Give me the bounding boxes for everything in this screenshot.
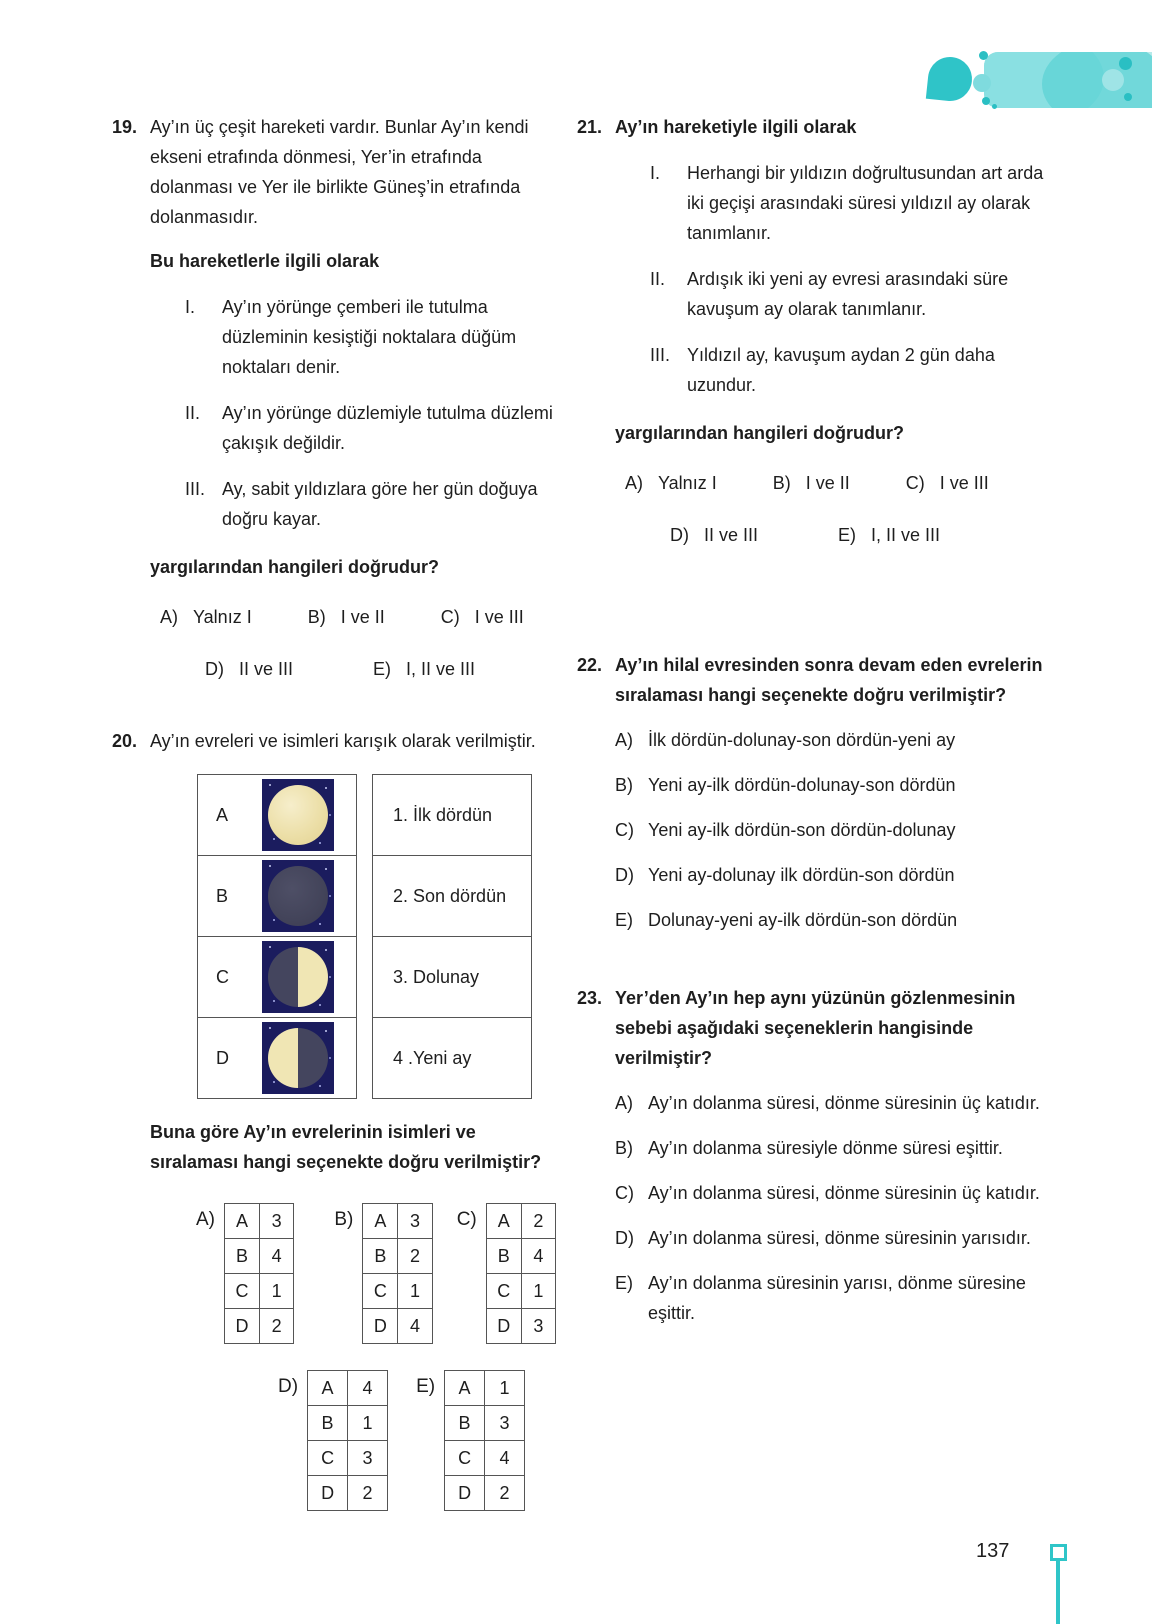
- option-label: A): [615, 1093, 633, 1113]
- roman-numeral: II.: [185, 403, 201, 423]
- option-a: [160, 602, 252, 632]
- answer-tables-row: [150, 1370, 556, 1511]
- question-number: 22.: [577, 655, 603, 675]
- option-text: Ay’ın dolanma süresi, dönme süresinin üç katıdır.: [648, 1183, 1040, 1203]
- table-row: [225, 1309, 294, 1344]
- options-row: [615, 468, 1045, 498]
- question-22: [577, 650, 1045, 935]
- option-c: [906, 468, 989, 498]
- option-label: E): [838, 525, 857, 545]
- roman-numeral: II.: [650, 269, 666, 289]
- option-c: [615, 815, 1045, 845]
- cell-number: 4: [521, 1239, 555, 1274]
- option-text: İlk dördün-dolunay-son dördün-yeni ay: [648, 730, 956, 750]
- question-intro: Ay’ın evreleri ve isimleri karışık olarak verilmiştir.: [150, 731, 536, 751]
- cell-number: 1: [398, 1274, 432, 1309]
- cell-letter: B: [308, 1406, 348, 1441]
- option-d: [615, 1223, 1045, 1253]
- option-label: E): [373, 659, 392, 679]
- option-e: [838, 520, 940, 550]
- cell-number: 2: [259, 1309, 293, 1344]
- options-row: [150, 602, 556, 632]
- teal-dot-icon: [982, 97, 990, 105]
- teal-band-shape: [984, 52, 1152, 108]
- option-d: [205, 654, 293, 684]
- option-text: Yeni ay-ilk dördün-son dördün-dolunay: [648, 820, 956, 840]
- option-text: Yeni ay-dolunay ilk dördün-son dördün: [648, 865, 955, 885]
- statement-item: [615, 340, 1045, 400]
- table-row: [363, 1204, 432, 1239]
- option-label: B): [615, 1138, 633, 1158]
- option-text: II ve III: [239, 659, 294, 679]
- cell-number: 2: [398, 1239, 432, 1274]
- option-label: D): [278, 1376, 299, 1397]
- option-label: E): [615, 1273, 633, 1293]
- option-c-table: [457, 1203, 556, 1344]
- cell-letter: B: [225, 1239, 260, 1274]
- option-b: [308, 602, 385, 632]
- teal-drop-icon: [926, 55, 974, 103]
- option-label: C): [615, 820, 634, 840]
- option-label: C): [615, 1183, 634, 1203]
- cell-number: 4: [398, 1309, 432, 1344]
- cell-number: 4: [259, 1239, 293, 1274]
- answer-table: [444, 1370, 525, 1511]
- table-row: [198, 775, 356, 856]
- option-label: D): [615, 1228, 634, 1248]
- table-row: 4 .Yeni ay: [393, 1048, 472, 1068]
- statement-item: [150, 398, 556, 458]
- options-list: [615, 725, 1045, 935]
- question-21: [577, 112, 1045, 550]
- option-label: E): [416, 1376, 436, 1397]
- statement-item: [615, 158, 1045, 248]
- table-row: [486, 1239, 555, 1274]
- moon-image: [262, 860, 334, 932]
- row-letter: D: [216, 1048, 229, 1068]
- cell-letter: D: [445, 1476, 485, 1511]
- option-label: E): [615, 910, 633, 930]
- footer-square-marker: [1050, 1544, 1067, 1561]
- option-label: D): [670, 525, 689, 545]
- cell-letter: D: [486, 1309, 521, 1344]
- question-title: Ay’ın hilal evresinden sonra devam eden evrelerin sıralaması hangi seçenekte doğru verilmiştir?: [615, 655, 1043, 705]
- cell-number: 2: [485, 1476, 525, 1511]
- moon-image: [262, 1022, 334, 1094]
- table-row: [363, 1274, 432, 1309]
- cell-letter: B: [445, 1406, 485, 1441]
- roman-numeral: III.: [185, 479, 206, 499]
- cell-number: 2: [521, 1204, 555, 1239]
- cell-letter: C: [486, 1274, 521, 1309]
- table-row: [308, 1406, 388, 1441]
- footer-accent-line: [1056, 1560, 1060, 1624]
- cell-number: 3: [485, 1406, 525, 1441]
- roman-numeral: I.: [185, 297, 196, 317]
- option-e: [615, 1268, 1045, 1328]
- first-quarter-moon-icon: [268, 947, 328, 1007]
- option-text: I ve II: [805, 473, 850, 493]
- cell-letter: A: [308, 1371, 348, 1406]
- question-number: 23.: [577, 988, 603, 1008]
- option-b: [773, 468, 850, 498]
- cell-letter: C: [363, 1274, 398, 1309]
- option-d: [615, 860, 1045, 890]
- statement-item: [150, 474, 556, 534]
- table-row: [445, 1476, 525, 1511]
- question-prompt: Buna göre Ay’ın evrelerinin isimleri ve sıralaması hangi seçenekte doğru verilmiştir?: [150, 1122, 542, 1172]
- statement-text: Ay, sabit yıldızlara göre her gün doğuya doğru kayar.: [222, 479, 538, 529]
- option-label: A): [196, 1209, 215, 1230]
- cell-number: 4: [348, 1371, 388, 1406]
- option-text: Yalnız I: [658, 473, 717, 493]
- table-row: [486, 1274, 555, 1309]
- option-label: A): [160, 607, 178, 627]
- teal-dot-icon: [973, 74, 991, 92]
- cell-number: 3: [398, 1204, 432, 1239]
- cell-letter: B: [486, 1239, 521, 1274]
- option-text: Yalnız I: [193, 607, 252, 627]
- option-label: A): [625, 473, 643, 493]
- cell-letter: A: [486, 1204, 521, 1239]
- question-19: [112, 112, 556, 684]
- answer-table: [362, 1203, 432, 1344]
- moon-image: [262, 941, 334, 1013]
- option-label: A): [615, 730, 633, 750]
- right-column: [577, 112, 1045, 1328]
- table-row: [363, 1239, 432, 1274]
- option-label: B): [772, 473, 791, 493]
- option-e: [373, 654, 475, 684]
- table-row: [198, 1018, 356, 1098]
- option-e-table: [416, 1370, 525, 1511]
- table-row: [308, 1476, 388, 1511]
- options-row: [150, 654, 556, 684]
- cell-letter: B: [363, 1239, 398, 1274]
- cell-number: 1: [348, 1406, 388, 1441]
- options-row: [615, 520, 1045, 550]
- moon-image: [262, 779, 334, 851]
- option-d: [670, 520, 758, 550]
- cell-number: 3: [348, 1441, 388, 1476]
- table-row: [363, 1309, 432, 1344]
- option-text: Ay’ın dolanma süresinin yarısı, dönme süresine eşittir.: [648, 1273, 1026, 1323]
- teal-dot-icon: [1119, 57, 1132, 70]
- options-list: [615, 1088, 1045, 1328]
- table-row: [198, 856, 356, 937]
- question-body: [615, 983, 1045, 1328]
- roman-numeral: III.: [650, 345, 671, 365]
- cell-letter: D: [308, 1476, 348, 1511]
- cell-number: 3: [521, 1309, 555, 1344]
- option-text: I ve III: [939, 473, 989, 493]
- question-title: Ay’ın hareketiyle ilgili olarak: [615, 117, 857, 137]
- option-label: C): [905, 473, 925, 493]
- table-row: [445, 1371, 525, 1406]
- cell-letter: D: [363, 1309, 398, 1344]
- row-letter: C: [216, 967, 229, 987]
- cell-number: 2: [348, 1476, 388, 1511]
- question-number: 21.: [577, 117, 603, 137]
- option-text: I, II ve III: [871, 525, 941, 545]
- question-20: [112, 726, 556, 1511]
- statement-text: Ay’ın yörünge çemberi ile tutulma düzleminin kesiştiği noktalara düğüm noktaları denir.: [222, 297, 517, 377]
- option-text: I, II ve III: [406, 659, 476, 679]
- question-intro: Ay’ın üç çeşit hareketi vardır. Bunlar Ay’ın kendi ekseni etrafında dönmesi, Yer’in etrafında dolanması ve Yer ile birlikte Güneş’in etrafında dolanmasıdır.: [150, 117, 529, 227]
- statement-text: Herhangi bir yıldızın doğrultusundan art arda iki geçişi arasındaki süresi yıldızıl ay olarak tanımlanır.: [687, 163, 1044, 243]
- table-row: [445, 1441, 525, 1476]
- table-row: [225, 1239, 294, 1274]
- option-label: B): [307, 607, 326, 627]
- question-lead: Bu hareketlerle ilgili olarak: [150, 251, 380, 271]
- option-label: B): [615, 775, 633, 795]
- cell-letter: A: [363, 1204, 398, 1239]
- option-text: Ay’ın dolanma süresi, dönme süresinin yarısıdır.: [648, 1228, 1031, 1248]
- teal-ellipse-icon: [1042, 52, 1152, 108]
- option-a-table: [196, 1203, 294, 1344]
- option-a: [615, 725, 1045, 755]
- option-label: B): [334, 1209, 354, 1230]
- teal-bubbles-decoration: [928, 50, 1152, 112]
- table-row: [308, 1371, 388, 1406]
- answer-table: [486, 1203, 556, 1344]
- option-text: Ay’ın dolanma süresiyle dönme süresi eşittir.: [648, 1138, 1003, 1158]
- cell-letter: C: [445, 1441, 485, 1476]
- cell-number: 1: [485, 1371, 525, 1406]
- statement-item: [150, 292, 556, 382]
- question-prompt: yargılarından hangileri doğrudur?: [615, 423, 905, 443]
- option-text: Dolunay-yeni ay-ilk dördün-son dördün: [648, 910, 958, 930]
- question-body: [615, 650, 1045, 935]
- moon-images-table: [197, 774, 357, 1099]
- table-row: [445, 1406, 525, 1441]
- option-label: C): [456, 1209, 477, 1230]
- table-row: 3. Dolunay: [373, 937, 531, 1018]
- answer-table: [224, 1203, 294, 1344]
- table-row: [225, 1274, 294, 1309]
- option-text: Yeni ay-ilk dördün-dolunay-son dördün: [648, 775, 956, 795]
- question-prompt: yargılarından hangileri doğrudur?: [150, 557, 440, 577]
- option-c: [441, 602, 524, 632]
- last-quarter-moon-icon: [268, 1028, 328, 1088]
- teal-dot-icon: [1102, 69, 1124, 91]
- cell-number: 3: [259, 1204, 293, 1239]
- table-row: [198, 937, 356, 1018]
- option-b: [615, 1133, 1045, 1163]
- table-row: [486, 1309, 555, 1344]
- table-row: 1. İlk dördün: [373, 775, 531, 856]
- cell-letter: D: [225, 1309, 260, 1344]
- option-label: D): [205, 659, 224, 679]
- question-23: [577, 983, 1045, 1328]
- option-b-table: [334, 1203, 432, 1344]
- option-e: [615, 905, 1045, 935]
- table-row: [308, 1441, 388, 1476]
- question-body: [615, 112, 1045, 550]
- left-column: [112, 112, 556, 1511]
- option-text: II ve III: [704, 525, 759, 545]
- answer-table: [307, 1370, 388, 1511]
- cell-letter: C: [225, 1274, 260, 1309]
- question-number: 19.: [112, 117, 138, 137]
- page-number: 137: [976, 1540, 1010, 1562]
- option-text: Ay’ın dolanma süresi, dönme süresinin üç katıdır.: [648, 1093, 1040, 1113]
- cell-number: 1: [259, 1274, 293, 1309]
- row-letter: B: [216, 886, 229, 906]
- option-d-table: [278, 1370, 388, 1511]
- statement-text: Ardışık iki yeni ay evresi arasındaki süre kavuşum ay olarak tanımlanır.: [687, 269, 1009, 319]
- teal-dot-icon: [992, 104, 997, 109]
- option-b: [615, 770, 1045, 800]
- option-label: C): [440, 607, 460, 627]
- statement-text: Ay’ın yörünge düzlemiyle tutulma düzlemi çakışık değildir.: [222, 403, 553, 453]
- teal-dot-icon: [1124, 93, 1132, 101]
- roman-numeral: I.: [650, 163, 661, 183]
- option-a: [615, 1088, 1045, 1118]
- cell-letter: A: [445, 1371, 485, 1406]
- option-label: D): [615, 865, 634, 885]
- question-number: 20.: [112, 731, 138, 751]
- cell-number: 4: [485, 1441, 525, 1476]
- new-moon-icon: [268, 866, 328, 926]
- row-letter: A: [216, 805, 229, 825]
- question-body: [150, 112, 556, 684]
- cell-letter: C: [308, 1441, 348, 1476]
- option-text: I ve III: [474, 607, 524, 627]
- option-text: I ve II: [340, 607, 385, 627]
- phase-names-table: [372, 774, 532, 1099]
- cell-letter: A: [225, 1204, 260, 1239]
- table-row: 2. Son dördün: [373, 856, 531, 937]
- table-row: [486, 1204, 555, 1239]
- question-title: Yer’den Ay’ın hep aynı yüzünün gözlenmesinin sebebi aşağıdaki seçeneklerin hangisinde verilmiştir?: [615, 988, 1016, 1068]
- full-moon-icon: [268, 785, 328, 845]
- statement-text: Yıldızıl ay, kavuşum aydan 2 gün daha uzundur.: [687, 345, 995, 395]
- question-body: [150, 726, 556, 1511]
- moon-phase-match-tables: [197, 774, 556, 1099]
- option-a: [625, 468, 717, 498]
- statement-item: [615, 264, 1045, 324]
- cell-number: 1: [521, 1274, 555, 1309]
- table-row: [225, 1204, 294, 1239]
- teal-dot-icon: [979, 51, 988, 60]
- answer-tables-row: [150, 1203, 556, 1344]
- option-c: [615, 1178, 1045, 1208]
